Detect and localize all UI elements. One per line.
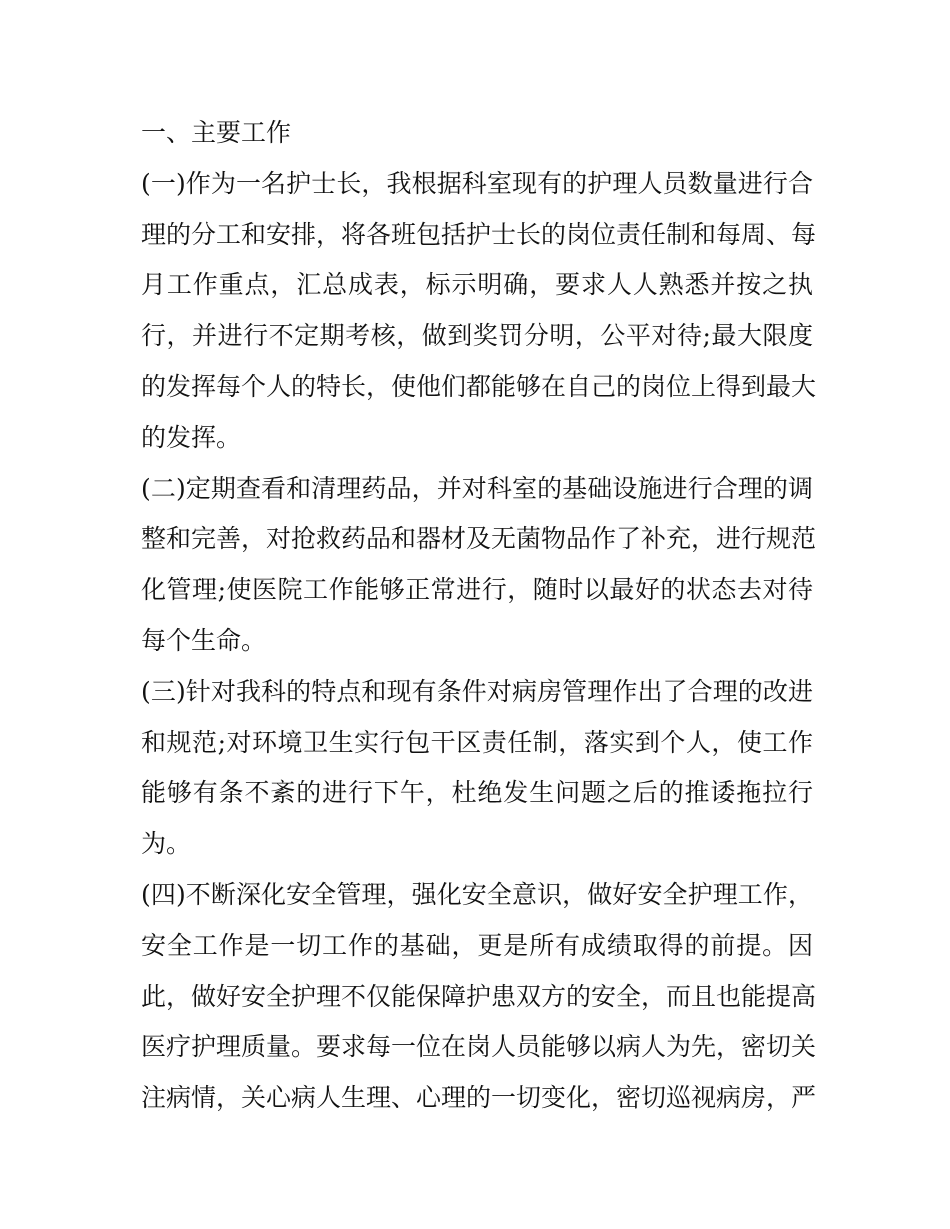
- text-line: (二)定期查看和清理药品，并对科室的基础设施进行合理的调: [141, 473, 813, 503]
- text-line: 每个生命。: [141, 625, 267, 655]
- text-line: 注病情，关心病人生理、心理的一切变化，密切巡视病房，严: [141, 1083, 817, 1113]
- text-line: 月工作重点，汇总成表，标示明确，要求人人熟悉并按之执: [141, 270, 813, 300]
- text-line: 能够有条不紊的进行下午，杜绝发生问题之后的推诿拖拉行: [141, 778, 813, 808]
- text-line: 医疗护理质量。要求每一位在岗人员能够以病人为先，密切关: [141, 1032, 817, 1062]
- text-line: 安全工作是一切工作的基础，更是所有成绩取得的前提。因: [141, 930, 813, 960]
- text-line: 的发挥每个人的特长，使他们都能够在自己的岗位上得到最大: [141, 371, 817, 401]
- text-line: 行，并进行不定期考核，做到奖罚分明，公平对待;最大限度: [141, 321, 813, 351]
- document-body: [141, 108, 817, 1124]
- text-line: (三)针对我科的特点和现有条件对病房管理作出了合理的改进: [141, 676, 813, 706]
- text-line: 理的分工和安排，将各班包括护士长的岗位责任制和每周、每: [141, 219, 817, 249]
- text-line: 为。: [141, 829, 192, 859]
- text-line: 此，做好安全护理不仅能保障护患双方的安全，而且也能提高: [141, 981, 817, 1011]
- text-line: 的发挥。: [141, 422, 242, 452]
- text-line: (一)作为一名护士长，我根据科室现有的护理人员数量进行合: [141, 168, 813, 198]
- text-line: 和规范;对环境卫生实行包干区责任制，落实到个人，使工作: [141, 727, 813, 757]
- text-line: 整和完善，对抢救药品和器材及无菌物品作了补充，进行规范: [141, 524, 817, 554]
- text-line: (四)不断深化安全管理，强化安全意识，做好安全护理工作，: [141, 879, 813, 909]
- text-line: 化管理;使医院工作能够正常进行，随时以最好的状态去对待: [141, 575, 813, 605]
- section-heading: 一、主要工作: [141, 118, 292, 147]
